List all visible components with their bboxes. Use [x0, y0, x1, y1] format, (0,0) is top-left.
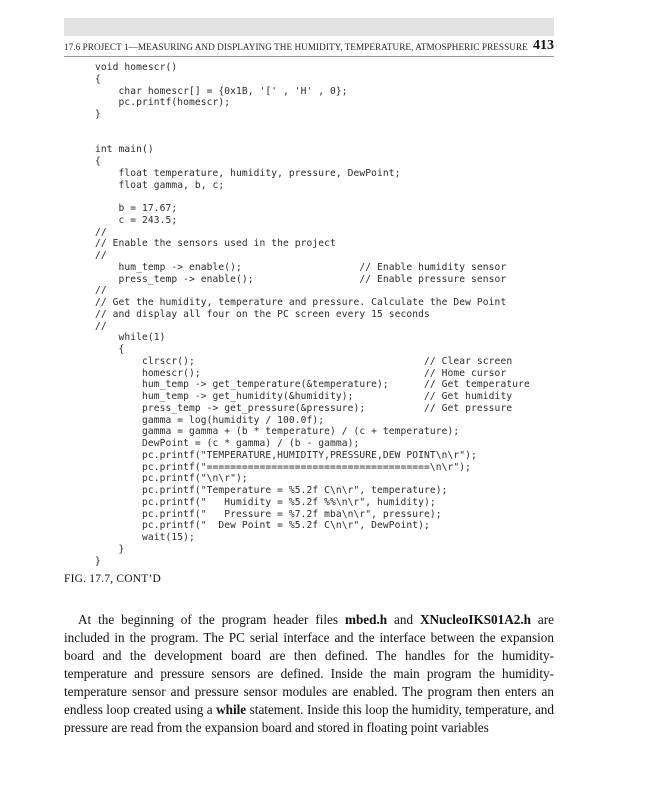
code-line: b = 17.67; — [95, 203, 178, 214]
code-line: // — [95, 285, 107, 297]
keyword-while: while — [216, 702, 247, 717]
code-line: wait(15); — [95, 532, 195, 543]
figure-caption: FIG. 17.7, CONT’D — [64, 573, 161, 585]
code-line: // — [95, 320, 107, 332]
code-line: // — [95, 250, 107, 261]
paragraph-text: are included in the program. The PC serial interface and the interface between the expansion board and the development board are then defined. The handles for the humidity-temperature and pressure sensors are defined. Inside the main program the humidity-temperature sensor and pressure sensor modules are enabled. The program then enters an endless loop created using a — [64, 612, 554, 717]
code-line: gamma = log(humidity / 100.0f); — [95, 414, 325, 426]
code-line: DewPoint = (c * gamma) / (b - gamma); — [95, 438, 360, 449]
code-line: pc.printf(" Dew Point = %5.2f C\n\r", DewPoint); — [95, 520, 430, 532]
code-line: gamma = gamma + (b * temperature) / (c + temperature); — [95, 426, 460, 438]
code-line: homescr(); // Home cursor — [95, 367, 507, 379]
code-line: press_temp -> enable(); // Enable pressure sensor — [95, 273, 507, 285]
code-line: pc.printf("TEMPERATURE,HUMIDITY,PRESSURE,DEW POINT\n\r"); — [95, 449, 477, 461]
code-line: hum_temp -> get_temperature(&temperature); // Get temperature — [95, 379, 530, 391]
code-line: hum_temp -> enable(); // Enable humidity sensor — [95, 261, 507, 273]
code-line: hum_temp -> get_humidity(&humidity); // Get humidity — [95, 391, 513, 402]
code-line: pc.printf(" Pressure = %7.2f mba\n\r", pressure); — [95, 508, 442, 520]
code-line: { — [95, 344, 125, 355]
paragraph-text: and — [387, 612, 420, 627]
code-line: } — [95, 543, 125, 555]
code-line: float gamma, b, c; — [95, 179, 225, 191]
file-name-mbed: mbed.h — [344, 612, 388, 627]
code-line: while(1) — [95, 332, 166, 344]
code-line: { — [95, 73, 101, 85]
code-line: pc.printf(homescr); — [95, 97, 231, 109]
code-line: pc.printf("\n\r"); — [95, 473, 248, 485]
code-line: void homescr() — [95, 62, 178, 73]
code-line: // Enable the sensors used in the project — [95, 238, 336, 250]
page-header — [64, 36, 554, 57]
code-line: float temperature, humidity, pressure, DewPoint; — [95, 167, 401, 179]
top-gray-band — [64, 18, 554, 36]
code-line: clrscr(); // Clear screen — [95, 355, 513, 367]
body-paragraph — [64, 611, 554, 737]
paragraph-text: statement. Inside this loop the humidity, temperature, and pressure are read from the expansion board and stored in floating point variables — [64, 702, 554, 735]
running-head: 17.6 PROJECT 1—MEASURING AND DISPLAYING THE HUMIDITY, TEMPERATURE, ATMOSPHERIC PRESSURE — [64, 42, 528, 52]
code-line: // Get the humidity, temperature and pressure. Calculate the Dew Point — [95, 297, 507, 308]
code-line: { — [95, 156, 101, 167]
code-listing — [95, 62, 530, 567]
paragraph-text: At the beginning of the program header files — [78, 612, 345, 627]
code-line: press_temp -> get_pressure(&pressure); // Get pressure — [95, 402, 513, 414]
code-line: int main() — [95, 144, 154, 156]
code-line: pc.printf("======================================\n\r"); — [95, 461, 472, 473]
code-line: pc.printf("Temperature = %5.2f C\n\r", temperature); — [95, 485, 448, 496]
code-line: } — [95, 109, 101, 120]
code-line: c = 243.5; — [95, 214, 178, 226]
code-line: // and display all four on the PC screen every 15 seconds — [95, 308, 430, 320]
code-line: } — [95, 555, 101, 567]
code-line: char homescr[] = {0x1B, '[' , 'H' , 0}; — [95, 85, 348, 97]
code-line: // — [95, 226, 107, 238]
code-line: pc.printf(" Humidity = %5.2f %%\n\r", humidity); — [95, 496, 436, 508]
file-name-nucleo: XNucleoIKS01A2.h — [419, 612, 531, 627]
page-number: 413 — [533, 38, 554, 53]
